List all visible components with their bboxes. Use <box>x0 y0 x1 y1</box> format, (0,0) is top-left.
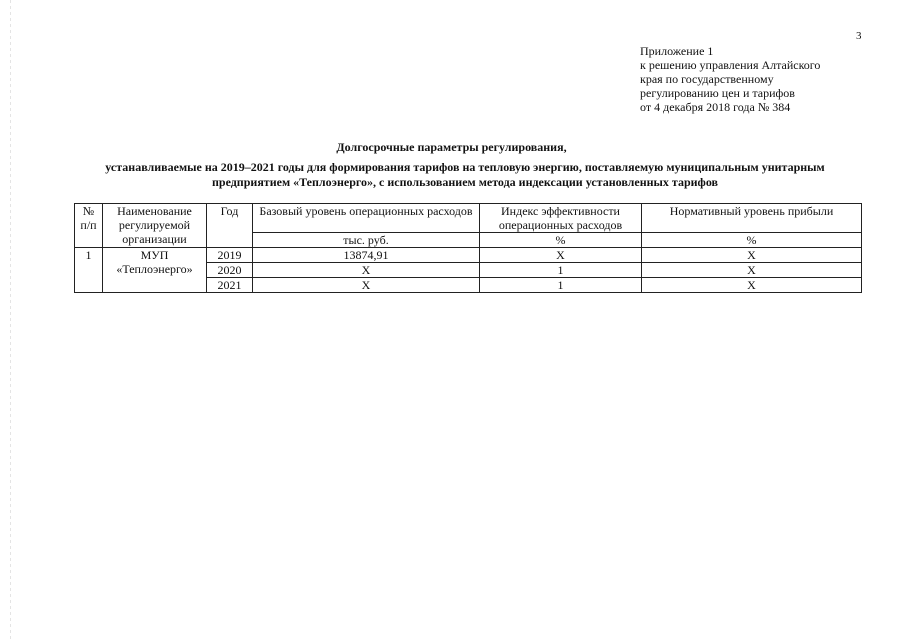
parameters-table <box>74 203 862 293</box>
cell-index: Х <box>480 248 642 263</box>
cell-org-name <box>103 248 207 293</box>
header-base: Базовый уровень операционных расходов <box>253 204 480 233</box>
scan-margin-line <box>10 0 11 640</box>
cell-base: Х <box>253 278 480 293</box>
org-name-line: «Теплоэнерго» <box>116 262 193 276</box>
cell-index: 1 <box>480 278 642 293</box>
unit-index: % <box>480 233 642 248</box>
table-header-row <box>75 204 862 233</box>
cell-profit: Х <box>642 263 862 278</box>
header-name: Наименование регулируемой организации <box>103 204 207 248</box>
header-num: № п/п <box>75 204 103 248</box>
page-number: 3 <box>856 30 862 42</box>
cell-year: 2019 <box>207 248 253 263</box>
annex-line: края по государственному <box>640 72 774 86</box>
subtitle-line: предприятием «Теплоэнерго», с использованием метода индексации установленных тарифов <box>211 175 719 189</box>
cell-profit: Х <box>642 278 862 293</box>
cell-index: 1 <box>480 263 642 278</box>
header-index: Индекс эффективности операционных расходов <box>480 204 642 233</box>
cell-year: 2021 <box>207 278 253 293</box>
annex-block <box>640 44 820 114</box>
document-subtitle <box>70 160 860 190</box>
annex-line: регулированию цен и тарифов <box>640 86 795 100</box>
annex-line: от 4 декабря 2018 года № 384 <box>640 100 791 114</box>
annex-line: Приложение 1 <box>640 44 714 58</box>
unit-profit: % <box>642 233 862 248</box>
cell-base: 13874,91 <box>253 248 480 263</box>
header-year: Год <box>207 204 253 248</box>
cell-org-num: 1 <box>75 248 103 293</box>
cell-base: Х <box>253 263 480 278</box>
subtitle-line: устанавливаемые на 2019–2021 годы для формирования тарифов на тепловую энергию, поставляемую муниципальным унитарным <box>105 160 825 174</box>
document-title: Долгосрочные параметры регулирования, <box>336 140 567 154</box>
annex-line: к решению управления Алтайского <box>640 58 821 72</box>
unit-base: тыс. руб. <box>253 233 480 248</box>
cell-year: 2020 <box>207 263 253 278</box>
cell-profit: Х <box>642 248 862 263</box>
org-name-line: МУП <box>140 248 169 262</box>
header-profit: Нормативный уровень прибыли <box>642 204 862 233</box>
table-row <box>75 248 862 263</box>
